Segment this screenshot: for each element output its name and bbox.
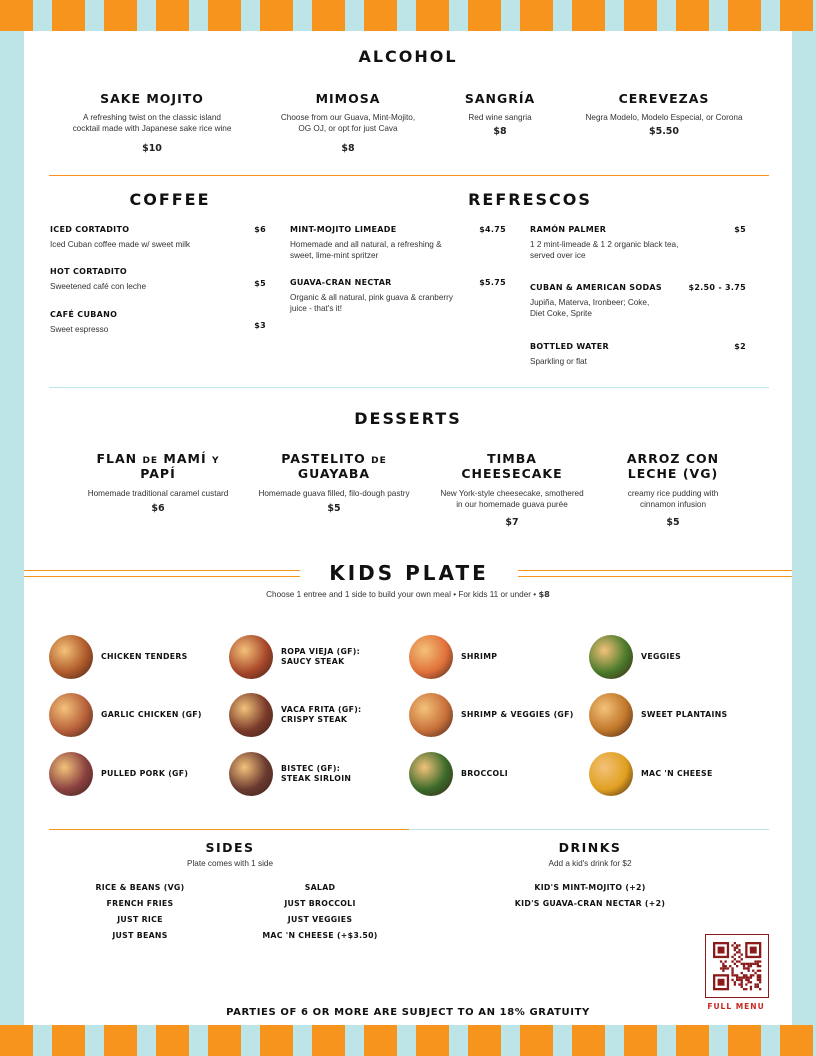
item-name: PAPÍ — [140, 466, 176, 481]
qr-code[interactable] — [705, 934, 769, 998]
kids-entree-name-line: CHICKEN TENDERS — [101, 652, 188, 661]
item-price: $8 — [341, 143, 355, 154]
sides-subtitle: Plate comes with 1 side — [186, 859, 273, 868]
drinks-subtitle: Add a kid's drink for $2 — [548, 859, 632, 868]
top-stripe-border — [0, 0, 816, 31]
kids-entree-item — [49, 752, 229, 796]
item-desc: Iced Cuban coffee made w/ sweet milk — [50, 240, 191, 249]
dessert-item — [248, 451, 420, 514]
item-desc: Organic & all natural, pink guava & cranberry — [290, 293, 453, 302]
kids-title-rule-left — [24, 570, 300, 577]
kids-entree-name-line: CRISPY STEAK — [281, 715, 348, 724]
item-name: CUBAN & AMERICAN SODAS — [530, 283, 662, 292]
food-photo — [49, 693, 93, 737]
coffee-item — [50, 267, 266, 292]
kids-entree-name-line: SHRIMP — [461, 652, 498, 661]
item-name: GUAYABA — [297, 466, 371, 481]
item-name: ICED CORTADITO — [50, 225, 130, 234]
kids-entree-name-line: BROCCOLI — [461, 769, 508, 778]
item-desc: Homemade traditional caramel custard — [87, 489, 229, 498]
refresco-item — [290, 225, 506, 261]
food-photo — [589, 693, 633, 737]
item-desc: Choose from our Guava, Mint-Mojito, — [280, 113, 416, 122]
kids-entree-name — [641, 769, 713, 779]
kids-entree-item — [589, 635, 769, 679]
kids-entree-name-line: SWEET PLANTAINS — [641, 710, 728, 719]
list-item: JUST RICE — [117, 915, 163, 924]
food-photo — [409, 635, 453, 679]
item-desc: Sweetened café con leche — [50, 282, 147, 291]
kids-entree-name-line: GARLIC CHICKEN (GF) — [101, 710, 202, 719]
kids-entree-name-line: VEGGIES — [641, 652, 682, 661]
kids-entree-name — [641, 710, 727, 720]
item-name: MINT-MOJITO LIMEADE — [290, 225, 397, 234]
item-price: $7 — [505, 517, 519, 528]
food-photo — [49, 752, 93, 796]
item-name: CEREVEZAS — [618, 91, 710, 106]
food-photo — [589, 635, 633, 679]
item-price: $2 — [734, 342, 746, 351]
item-name: MIMOSA — [315, 91, 381, 106]
alcohol-item — [440, 91, 560, 137]
item-price: $5 — [327, 503, 341, 514]
item-desc: Diet Coke, Sprite — [530, 309, 592, 318]
kids-entree-item — [589, 693, 769, 737]
item-name: CAFÉ CUBANO — [50, 310, 118, 319]
bottom-stripe-border — [0, 1025, 816, 1056]
item-name: FLAN — [96, 451, 143, 466]
sides-title: SIDES — [205, 840, 255, 855]
item-price: $2.50 - 3.75 — [688, 283, 746, 292]
sides-list-2 — [240, 883, 400, 947]
kids-entree-item — [229, 635, 409, 679]
list-item: MAC 'N CHEESE (+$3.50) — [262, 931, 378, 940]
kids-entree-item — [589, 752, 769, 796]
kids-entree-name — [101, 710, 202, 720]
item-price: $8 — [493, 126, 507, 137]
item-desc: 1 2 mint-limeade & 1 2 organic black tea, — [530, 240, 679, 249]
coffee-title: COFFEE — [129, 190, 211, 209]
kids-subtitle-text: Choose 1 entree and 1 side to build your own meal • For kids 11 or under • — [266, 590, 537, 599]
kids-entree-name-line: STEAK SIRLOIN — [281, 774, 352, 783]
item-price: $3 — [254, 321, 266, 330]
item-name: TIMBA — [487, 451, 537, 466]
item-price: $5 — [734, 225, 746, 234]
food-photo — [49, 635, 93, 679]
item-price: $4.75 — [479, 225, 506, 234]
item-name: ARROZ CON — [626, 451, 720, 466]
item-name-small: Y — [212, 456, 220, 466]
item-desc: New York-style cheesecake, smothered — [440, 489, 584, 498]
food-photo — [229, 752, 273, 796]
kids-title: KIDS PLATE — [329, 561, 489, 585]
kids-entree-name-line: MAC 'N CHEESE — [641, 769, 713, 778]
kids-entree-name — [101, 652, 188, 662]
kids-entree-name — [281, 705, 361, 725]
sides-list-1 — [70, 883, 210, 947]
food-photo — [229, 635, 273, 679]
item-desc: Red wine sangria — [468, 113, 532, 122]
item-price: $10 — [142, 143, 162, 154]
item-price: $5 — [666, 517, 680, 528]
list-item: FRENCH FRIES — [106, 899, 174, 908]
item-desc: Negra Modelo, Modelo Especial, or Corona — [585, 113, 743, 122]
item-desc: Jupiña, Materva, Ironbeer; Coke, — [530, 298, 650, 307]
item-desc: A refreshing twist on the classic island — [83, 113, 221, 122]
kids-entree-name — [461, 710, 574, 720]
kids-entree-name — [461, 769, 508, 779]
list-item: JUST BROCCOLI — [284, 899, 356, 908]
item-desc: juice - that's it! — [290, 304, 343, 313]
item-desc: Sparkling or flat — [530, 357, 587, 366]
item-name: SANGRÍA — [464, 91, 536, 106]
item-desc: cinnamon infusion — [640, 500, 706, 509]
gratuity-notice: PARTIES OF 6 OR MORE ARE SUBJECT TO AN 18% GRATUITY — [226, 1007, 590, 1018]
kids-entree-name-line: SAUCY STEAK — [281, 657, 345, 666]
refresco-item — [290, 278, 506, 314]
item-name: BOTTLED WATER — [530, 342, 610, 351]
alcohol-item — [52, 91, 252, 154]
dessert-item — [426, 451, 598, 528]
list-item: KID'S MINT-MOJITO (+2) — [534, 883, 646, 892]
kids-entree-name — [641, 652, 681, 662]
item-desc: creamy rice pudding with — [627, 489, 719, 498]
kids-entree-item — [409, 752, 589, 796]
item-name: MAMÍ — [158, 451, 212, 466]
kids-entree-item — [49, 635, 229, 679]
kids-entree-name-line: VACA FRITA (GF): — [281, 705, 362, 714]
food-photo — [409, 752, 453, 796]
item-name: SAKE MOJITO — [100, 91, 204, 106]
item-price: $6 — [254, 225, 266, 234]
food-photo — [409, 693, 453, 737]
alcohol-item — [258, 91, 438, 154]
divider — [49, 829, 409, 830]
refresco-item — [530, 225, 746, 261]
item-name: GUAVA-CRAN NECTAR — [290, 278, 392, 287]
refresco-item — [530, 283, 746, 319]
kids-price: $8 — [538, 589, 550, 599]
item-desc: served over ice — [530, 251, 586, 260]
drinks-list — [470, 883, 710, 915]
list-item: JUST BEANS — [112, 931, 168, 940]
desserts-title: DESSERTS — [354, 409, 462, 428]
kids-entree-name-line: ROPA VIEJA (GF): — [281, 647, 361, 656]
refrescos-title: REFRESCOS — [468, 190, 592, 209]
item-price: $5.75 — [479, 278, 506, 287]
alcohol-title: ALCOHOL — [358, 47, 458, 66]
item-name: RAMÓN PALMER — [530, 225, 607, 234]
refresco-item — [530, 342, 746, 367]
coffee-item — [50, 310, 266, 335]
kids-entree-name-line: SHRIMP & VEGGIES (GF) — [461, 710, 574, 719]
drinks-title: DRINKS — [558, 840, 622, 855]
alcohol-item — [566, 91, 762, 137]
item-desc: Homemade guava filled, filo-dough pastry — [258, 489, 410, 498]
item-name-small: DE — [371, 456, 387, 466]
divider — [409, 829, 769, 830]
item-price: $5.50 — [648, 126, 680, 137]
list-item: KID'S GUAVA-CRAN NECTAR (+2) — [514, 899, 666, 908]
item-desc: sweet, lime-mint spritzer — [290, 251, 379, 260]
item-name-small: DE — [142, 456, 159, 466]
item-name: CHEESECAKE — [461, 466, 563, 481]
kids-title-rule-right — [518, 570, 792, 577]
left-border — [0, 31, 24, 1025]
kids-entree-item — [409, 693, 589, 737]
kids-entree-name-line: BISTEC (GF): — [281, 764, 341, 773]
food-photo — [229, 693, 273, 737]
item-desc: cocktail made with Japanese sake rice wine — [72, 124, 232, 133]
full-menu-label: FULL MENU — [707, 1002, 765, 1011]
food-photo — [589, 752, 633, 796]
divider — [49, 387, 769, 388]
kids-entree-name-line: PULLED PORK (GF) — [101, 769, 189, 778]
item-desc: Homemade and all natural, a refreshing & — [290, 240, 442, 249]
kids-entree-name — [101, 769, 188, 779]
item-desc: Sweet espresso — [50, 325, 109, 334]
list-item: JUST VEGGIES — [287, 915, 353, 924]
divider — [49, 175, 769, 176]
list-item: SALAD — [304, 883, 336, 892]
right-border — [792, 31, 816, 1025]
dessert-item — [600, 451, 746, 528]
kids-entree-item — [229, 752, 409, 796]
kids-entree-item — [409, 635, 589, 679]
item-name: LECHE (VG) — [627, 466, 719, 481]
kids-entree-item — [229, 693, 409, 737]
item-price: $6 — [151, 503, 165, 514]
kids-entree-name — [281, 647, 360, 667]
kids-entree-item — [49, 693, 229, 737]
kids-entree-name — [281, 764, 351, 784]
kids-entree-name — [461, 652, 497, 662]
item-price: $5 — [254, 279, 266, 288]
item-desc: OG OJ, or opt for just Cava — [298, 124, 398, 133]
qr-code-graphic — [706, 935, 768, 997]
item-desc: in our homemade guava purée — [456, 500, 568, 509]
list-item: RICE & BEANS (VG) — [95, 883, 185, 892]
item-name: HOT CORTADITO — [50, 267, 128, 276]
item-name: PASTELITO — [281, 451, 372, 466]
coffee-item — [50, 225, 266, 250]
dessert-item — [70, 451, 246, 514]
kids-subtitle — [0, 589, 816, 600]
